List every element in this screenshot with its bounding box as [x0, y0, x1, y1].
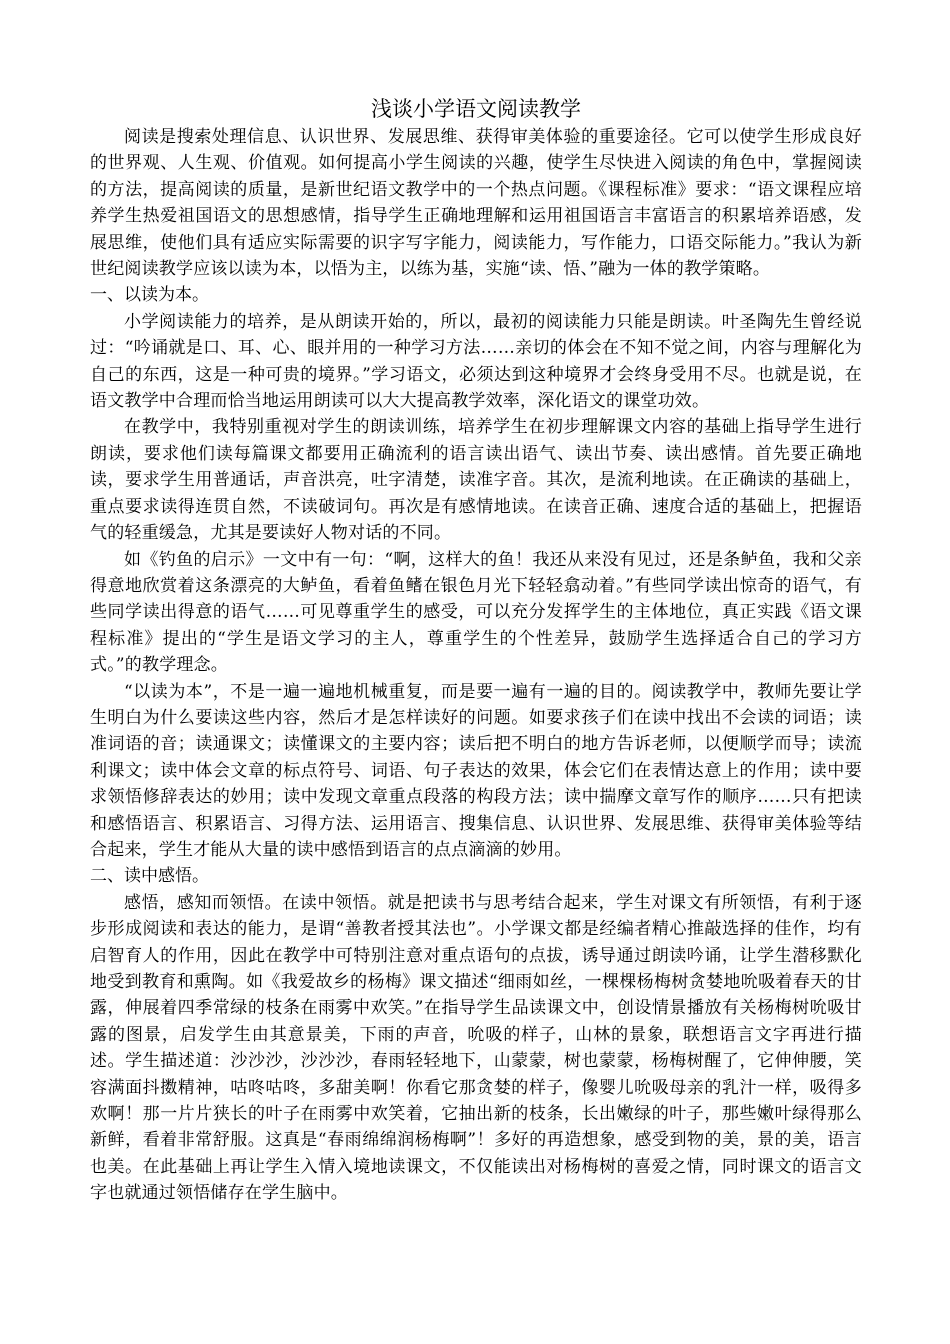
- section1-paragraph-3: 如《钓鱼的启示》一文中有一句：“啊，这样大的鱼！我还从来没有见过，还是条鲈鱼，我和父亲得意地欣赏着这条漂亮的大鲈鱼，看着鱼鳍在银色月光下轻轻翕动着。”有些同学读出惊奇的语气，有些同学读出得意的语气……可见尊重学生的感受，可以充分发挥学生的主体地位，真正实践《语文课程标准》提出的“学生是语文学习的主人，尊重学生的个性差异，鼓励学生选择适合自己的学习方式。”的教学理念。: [90, 549, 862, 676]
- section1-paragraph-4: “以读为本”，不是一遍一遍地机械重复，而是要一遍有一遍的目的。阅读教学中，教师先要让学生明白为什么要读这些内容，然后才是怎样读好的问题。如要求孩子们在读中找出不会读的词语；读准词语的音；读通课文；读懂课文的主要内容；读后把不明白的地方告诉老师，以便顺学而导；读流利课文；读中体会文章的标点符号、词语、句子表达的效果，体会它们在表情达意上的作用；读中要求领悟修辞表达的妙用；读中发现文章重点段落的构段方法；读中揣摩文章写作的顺序……只有把读和感悟语言、积累语言、习得方法、运用语言、搜集信息、认识世界、发展思维、获得审美体验等结合起来，学生才能从大量的读中感悟到语言的点点滴滴的妙用。: [90, 681, 862, 860]
- section1-paragraph-2: 在教学中，我特别重视对学生的朗读训练，培养学生在初步理解课文内容的基础上指导学生进行朗读，要求他们读每篇课文都要用正确流利的语言读出语气、读出节奏、读出感情。首先要正确地读，要求学生用普通话，声音洪亮，吐字清楚，读准字音。其次，是流利地读。在正确读的基础上，重点要求读得连贯自然，不读破词句。再次是有感情地读。在读音正确、速度合适的基础上，把握语气的轻重缓急，尤其是要读好人物对话的不同。: [90, 417, 862, 544]
- section-heading-2: 二、读中感悟。: [90, 866, 209, 887]
- section1-paragraph-1: 小学阅读能力的培养，是从朗读开始的，所以，最初的阅读能力只能是朗读。叶圣陶先生曾经说过：“吟诵就是口、耳、心、眼并用的一种学习方法……亲切的体会在不知不觉之间，内容与理解化为自己的东西，这是一种可贵的境界。”学习语文，必须达到这种境界才会终身受用不尽。也就是说，在语文教学中合理而恰当地运用朗读可以大大提高教学效率，深化语文的课堂功效。: [90, 311, 862, 412]
- document-title: 浅谈小学语文阅读教学: [371, 97, 581, 121]
- intro-paragraph: 阅读是搜索处理信息、认识世界、发展思维、获得审美体验的重要途径。它可以使学生形成良好的世界观、人生观、价值观。如何提高小学生阅读的兴趣，使学生尽快进入阅读的角色中，掌握阅读的方法，提高阅读的质量，是新世纪语文教学中的一个热点问题。《课程标准》要求：“语文课程应培养学生热爱祖国语文的思想感情，指导学生正确地理解和运用祖国语言丰富语言的积累培养语感，发展思维，使他们具有适应实际需要的识字写字能力，阅读能力，写作能力，口语交际能力。”我认为新世纪阅读教学应该以读为本，以悟为主，以练为基，实施“读、悟、”融为一体的教学策略。: [90, 127, 862, 280]
- document-page: [90, 94, 862, 1207]
- section2-paragraph-1: 感悟，感知而领悟。在读中领悟。就是把读书与思考结合起来，学生对课文有所领悟，有利于逐步形成阅读和表达的能力，是谓“善教者授其法也”。小学课文都是经编者精心推敲选择的佳作，均有启智育人的作用，因此在教学中可特别注意对重点语句的点拔，诱导通过朗读吟诵，让学生潜移默化地受到教育和熏陶。如《我爱故乡的杨梅》课文描述“细雨如丝，一棵棵杨梅树贪婪地吮吸着春天的甘露，伸展着四季常绿的枝条在雨雾中欢笑。”在指导学生品读课文中，创设情景播放有关杨梅树吮吸甘露的图景，启发学生由其意景美，下雨的声音，吮吸的样子，山林的景象，联想语言文字再进行描述。学生描述道：沙沙沙，沙沙沙，春雨轻轻地下，山蒙蒙，树也蒙蒙，杨梅树醒了，它伸伸腰，笑容满面抖擞精神，咕咚咕咚，多甜美啊！你看它那贪婪的样子，像婴儿吮吸母亲的乳汁一样，吸得多欢啊！那一片片狭长的叶子在雨雾中欢笑着，它抽出新的枝条，长出嫩绿的叶子，那些嫩叶绿得那么新鲜，看着非常舒服。这真是“春雨绵绵润杨梅啊”！多好的再造想象，感受到物的美，景的美，语言也美。在此基础上再让学生入情入境地读课文，不仅能读出对杨梅树的喜爱之情，同时课文的语言文字也就通过领悟储存在学生脑中。: [90, 892, 862, 1204]
- section-heading-1: 一、以读为本。: [90, 285, 209, 306]
